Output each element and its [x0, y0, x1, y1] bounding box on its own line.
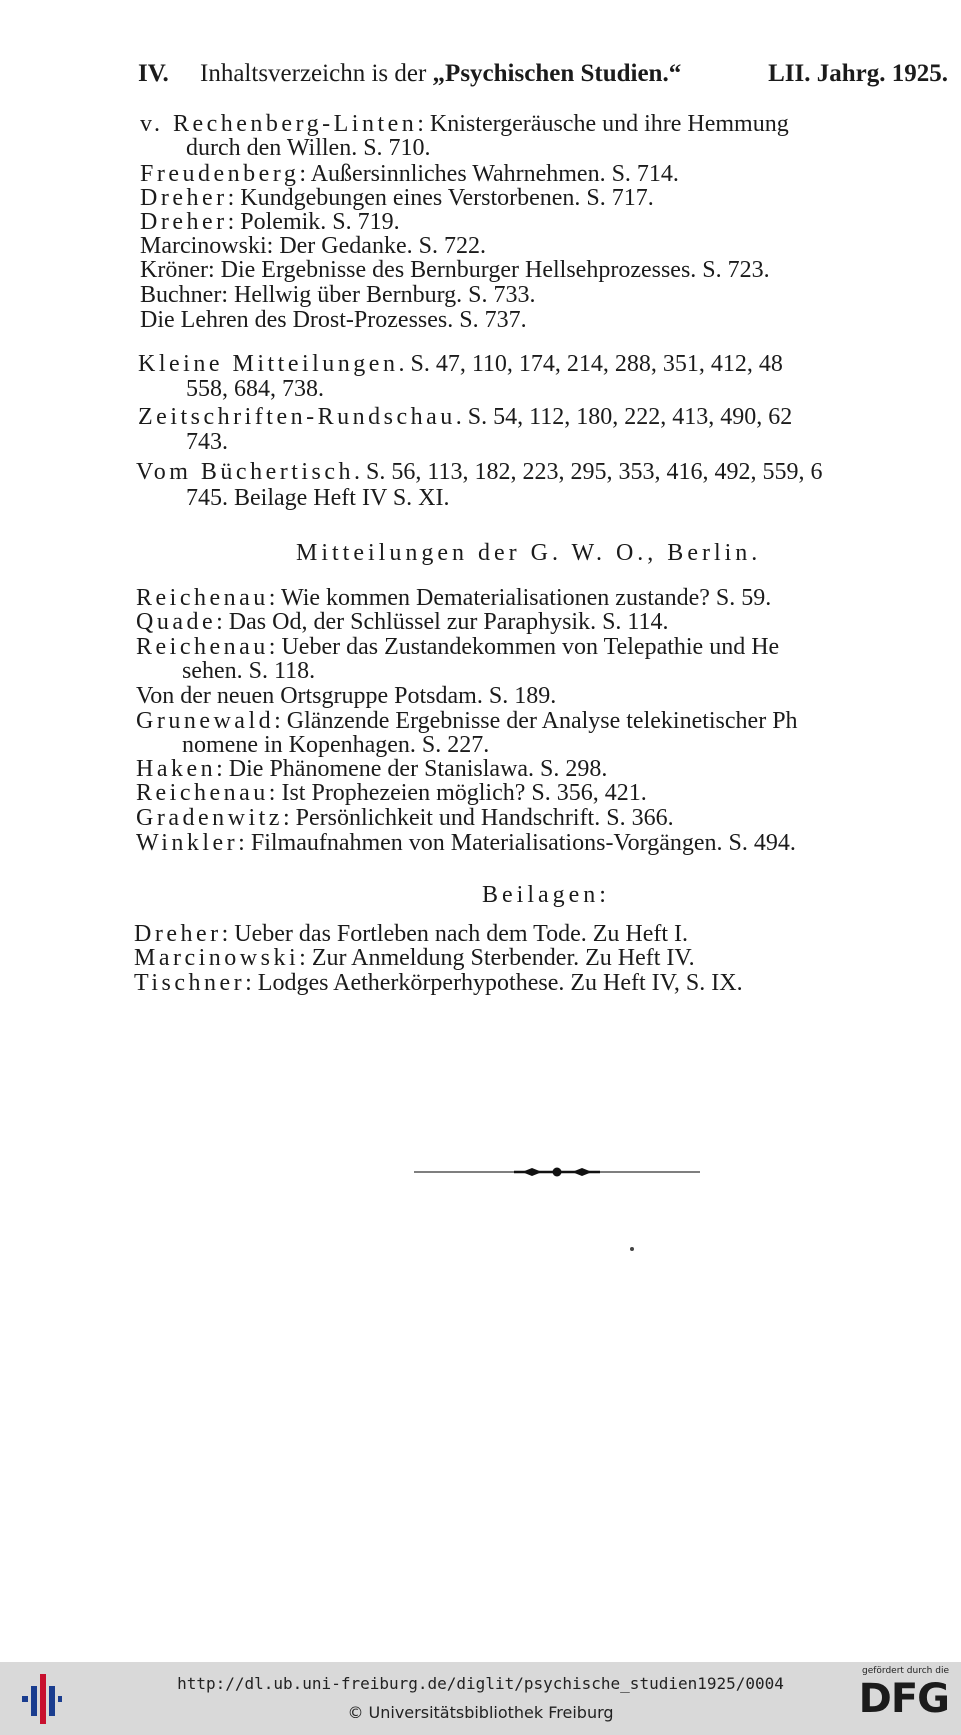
entry-author: Marcinowski	[140, 233, 267, 259]
entry-text: Die Lehren des Drost-Prozesses. S. 737.	[140, 307, 527, 333]
entry-author: Vom Büchertisch	[136, 459, 355, 485]
entry-line	[134, 971, 743, 995]
entry-text: : Persönlichkeit und Handschrift. S. 366.	[282, 805, 674, 831]
dfg-wordmark: DFG	[858, 1676, 949, 1722]
entry-line	[140, 210, 400, 234]
entry-line	[140, 283, 536, 307]
entry-author: Kleine Mitteilungen	[138, 351, 399, 377]
entry-line	[138, 405, 792, 429]
entry-continuation: 743.	[186, 429, 228, 455]
entry-author: Dreher	[140, 209, 228, 235]
entry-line	[138, 352, 783, 376]
dfg-tagline: gefördert durch die	[862, 1666, 949, 1676]
entry-author: Reichenau	[136, 780, 269, 806]
entry-text: : Filmaufnahmen von Materialisations-Vorgängen. S. 494.	[238, 830, 796, 856]
entry-author: Grunewald	[136, 708, 275, 734]
library-footer	[0, 1662, 961, 1735]
page-number: IV.	[138, 60, 169, 87]
entry-continuation: durch den Willen. S. 710.	[186, 135, 431, 161]
entry-author: Dreher	[134, 921, 222, 947]
entry-line	[136, 757, 607, 781]
entry-author: Reichenau	[136, 585, 269, 611]
entry-continuation: sehen. S. 118.	[182, 658, 316, 684]
entry-text: : Der Gedanke. S. 722.	[266, 233, 486, 259]
header-title	[200, 60, 681, 88]
entry-line	[136, 806, 674, 830]
entry-author: Zeitschriften-Rundschau	[138, 404, 456, 430]
entry-author: Reichenau	[136, 634, 269, 660]
entry-line	[140, 186, 654, 210]
entry-line	[136, 781, 647, 805]
entry-line	[136, 460, 823, 484]
entry-text: : Zur Anmeldung Sterbender. Zu Heft IV.	[299, 945, 695, 971]
entry-author: Winkler	[136, 830, 239, 856]
copyright-notice: © Universitätsbibliothek Freiburg	[347, 1703, 614, 1722]
entry-author: Haken	[136, 756, 217, 782]
entry-text: : Die Phänomene der Stanislawa. S. 298.	[216, 756, 608, 782]
entry-line	[140, 112, 789, 136]
entry-line	[140, 258, 770, 282]
ornament-divider	[414, 1165, 700, 1179]
entry-line	[134, 922, 688, 946]
entry-author: Tischner	[134, 970, 246, 996]
entry-line	[136, 635, 779, 659]
entry-line	[136, 586, 771, 610]
entry-author: Quade	[136, 609, 217, 635]
entry-line	[140, 234, 486, 258]
section-title-beilagen: Beilagen:	[482, 882, 610, 908]
entry-text: . S. 54, 112, 180, 222, 413, 490, 62	[455, 404, 793, 430]
entry-text: : Ist Prophezeien möglich? S. 356, 421.	[268, 780, 647, 806]
header-year: LII. Jahrg. 1925.	[768, 60, 948, 87]
dfg-logo	[839, 1666, 949, 1732]
entry-line	[140, 308, 527, 332]
header-title-main: „Psychischen Studien.“	[432, 60, 682, 87]
entry-author: Gradenwitz	[136, 805, 283, 831]
entry-author: Marcinowski	[134, 945, 300, 971]
entry-text: : Außersinnliches Wahrnehmen. S. 714.	[299, 161, 679, 187]
entry-continuation: nomene in Kopenhagen. S. 227.	[182, 732, 490, 758]
entry-text: : Polemik. S. 719.	[227, 209, 400, 235]
entry-text: : Die Ergebnisse des Bernburger Hellsehprozesses. S. 723.	[207, 257, 770, 283]
entry-text: : Glänzende Ergebnisse der Analyse telekinetischer Ph	[274, 708, 798, 734]
print-speck	[630, 1247, 634, 1251]
entry-author: v. Rechenberg-Linten	[140, 111, 418, 137]
entry-text: . S. 56, 113, 182, 223, 295, 353, 416, 492, 559, 6	[354, 459, 823, 485]
entry-text: : Wie kommen Dematerialisationen zustande? S. 59.	[268, 585, 772, 611]
section-title-gwo: Mitteilungen der G. W. O., Berlin.	[296, 540, 762, 566]
entry-text: . S. 47, 110, 174, 214, 288, 351, 412, 48	[398, 351, 783, 377]
entry-line	[136, 709, 798, 733]
entry-line	[140, 162, 679, 186]
entry-line	[136, 610, 669, 634]
entry-text: : Lodges Aetherkörperhypothese. Zu Heft IV, S. IX.	[245, 970, 743, 996]
entry-author: Freudenberg	[140, 161, 300, 187]
entry-author: Buchner	[140, 282, 222, 308]
entry-author: Kröner	[140, 257, 208, 283]
entry-text: : Das Od, der Schlüssel zur Paraphysik. S. 114.	[216, 609, 669, 635]
entry-text: Von der neuen Ortsgruppe Potsdam. S. 189.	[136, 683, 557, 709]
entry-text: : Knistergeräusche und ihre Hemmung	[417, 111, 789, 137]
entry-continuation: 745. Beilage Heft IV S. XI.	[186, 485, 450, 511]
entry-line	[134, 946, 695, 970]
entry-text: : Hellwig über Bernburg. S. 733.	[221, 282, 536, 308]
entry-text: : Ueber das Fortleben nach dem Tode. Zu Heft I.	[221, 921, 689, 947]
entry-text: : Kundgebungen eines Verstorbenen. S. 717.	[227, 185, 654, 211]
header-title-prefix: Inhaltsverzeichn is der	[200, 60, 433, 87]
entry-author: Dreher	[140, 185, 228, 211]
source-url-link[interactable]: http://dl.ub.uni-freiburg.de/diglit/psychische_studien1925/0004	[177, 1674, 784, 1693]
entry-line	[136, 684, 556, 708]
entry-line	[136, 831, 796, 855]
entry-continuation: 558, 684, 738.	[186, 376, 324, 402]
entry-text: : Ueber das Zustandekommen von Telepathie und He	[268, 634, 780, 660]
